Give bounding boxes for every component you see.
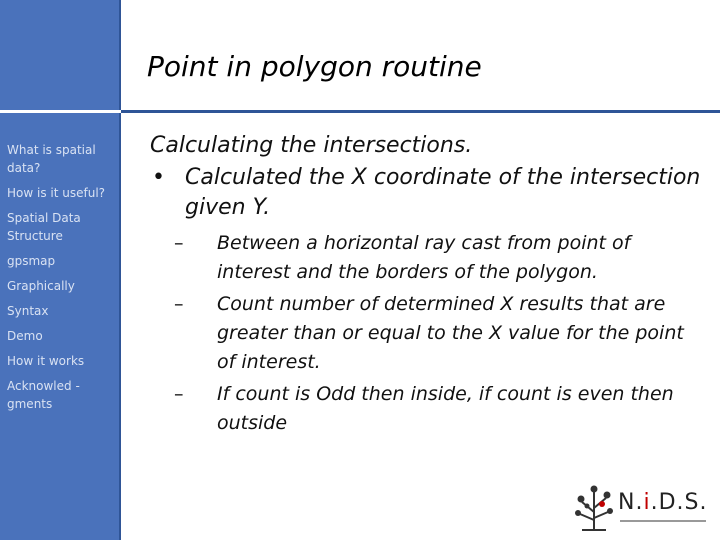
sub-point-text: Between a horizontal ray cast from point of interest and the borders of the polygon. [217, 232, 631, 283]
title-divider [0, 110, 720, 114]
dash-icon: – [174, 383, 184, 405]
logo-tagline-rule [620, 520, 706, 522]
tree-logo-icon [572, 482, 616, 532]
slide-content [150, 131, 705, 441]
sidebar-item-how-is-it-useful[interactable]: How is it useful? [7, 186, 106, 200]
sidebar-item-spatial-data-structure[interactable]: Spatial Data Structure [7, 211, 81, 243]
sidebar-item-what-is-spatial-data[interactable]: What is spatial data? [7, 143, 96, 175]
sidebar-item-syntax[interactable]: Syntax [7, 304, 49, 318]
dash-icon: – [174, 232, 184, 254]
sidebar-item-acknowledgments[interactable]: Acknowled - gments [7, 379, 80, 411]
content-heading: Calculating the intersections. [150, 133, 473, 158]
title-divider-left [0, 110, 121, 113]
sidebar-nav [7, 141, 119, 420]
logo-suffix: .D.S. [650, 490, 708, 515]
dash-icon: – [174, 293, 184, 315]
bullet-point [150, 163, 705, 223]
sub-point-text: Count number of determined X results that are greater than or equal to the X value for the point of interest. [217, 293, 684, 373]
sub-point [150, 380, 705, 438]
title-divider-right [121, 110, 720, 113]
logo-accent: i [643, 490, 651, 515]
logo-wordmark [618, 490, 707, 515]
sidebar-item-demo[interactable]: Demo [7, 329, 43, 343]
logo-prefix: N. [618, 490, 644, 515]
sidebar-item-graphically[interactable]: Graphically [7, 279, 75, 293]
bullet-text: Calculated the X coordinate of the intersection given Y. [185, 165, 701, 220]
sidebar-item-gpsmap[interactable]: gpsmap [7, 254, 56, 268]
bullet-icon: • [152, 165, 165, 190]
nids-logo [570, 478, 710, 536]
sidebar-item-how-it-works[interactable]: How it works [7, 354, 85, 368]
slide-title: Point in polygon routine [147, 50, 482, 83]
sidebar [0, 0, 121, 540]
sub-point [150, 290, 705, 377]
sub-point-text: If count is Odd then inside, if count is even then outside [217, 383, 674, 434]
sub-point [150, 229, 705, 287]
sub-point-list [150, 229, 705, 438]
